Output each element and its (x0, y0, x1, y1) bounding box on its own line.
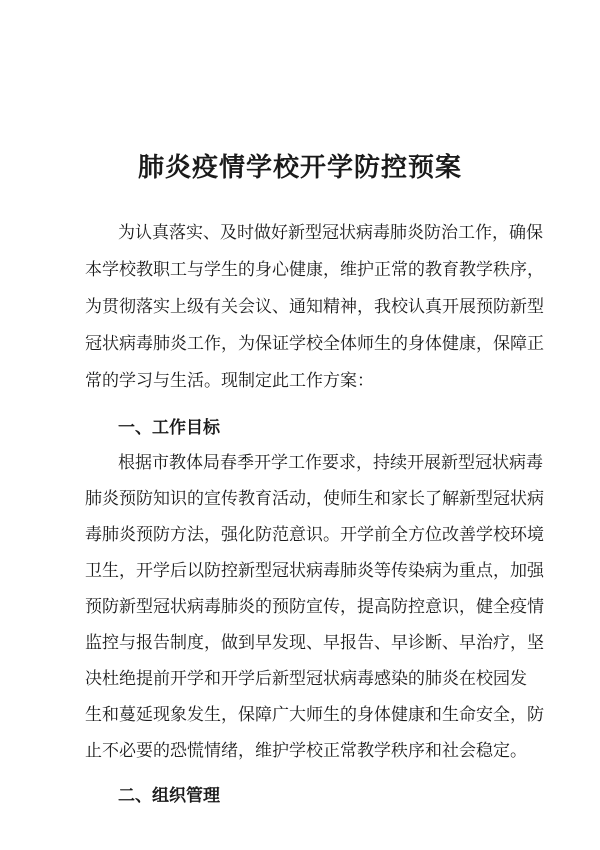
body-line: 止不必要的恐慌情绪，维护学校正常教学秩序和社会稳定。 (85, 741, 527, 761)
intro-line: 本学校教职工与学生的身心健康，维护正常的教育教学秩序， (85, 260, 544, 280)
body-line: 生和蔓延现象发生，保障广大师生的身体健康和生命安全，防 (85, 705, 544, 725)
intro-line: 为认真落实、及时做好新型冠状病毒肺炎防治工作，确保 (118, 223, 543, 243)
intro-line: 常的学习与生活。现制定此工作方案： (85, 371, 374, 391)
body-line: 肺炎预防知识的宣传教育活动，使师生和家长了解新型冠状病 (85, 489, 544, 509)
section-heading-organization: 二、组织管理 (118, 786, 220, 806)
intro-line: 为贯彻落实上级有关会议、通知精神，我校认真开展预防新型 (85, 297, 544, 317)
document-title: 肺炎疫情学校开学防控预案 (137, 153, 462, 183)
section-heading-goals: 一、工作目标 (118, 418, 220, 438)
body-line: 毒肺炎预防方法，强化防范意识。开学前全方位改善学校环境 (85, 525, 544, 545)
intro-line: 冠状病毒肺炎工作，为保证学校全体师生的身体健康，保障正 (85, 334, 544, 354)
body-line: 监控与报告制度，做到早发现、早报告、早诊断、早治疗，坚 (85, 633, 544, 653)
body-line: 卫生，开学后以防控新型冠状病毒肺炎等传染病为重点，加强 (85, 561, 544, 581)
body-line: 预防新型冠状病毒肺炎的预防宣传，提高防控意识，健全疫情 (85, 597, 544, 617)
body-line: 根据市教体局春季开学工作要求，持续开展新型冠状病毒 (118, 453, 543, 473)
body-line: 决杜绝提前开学和开学后新型冠状病毒感染的肺炎在校园发 (85, 669, 527, 689)
